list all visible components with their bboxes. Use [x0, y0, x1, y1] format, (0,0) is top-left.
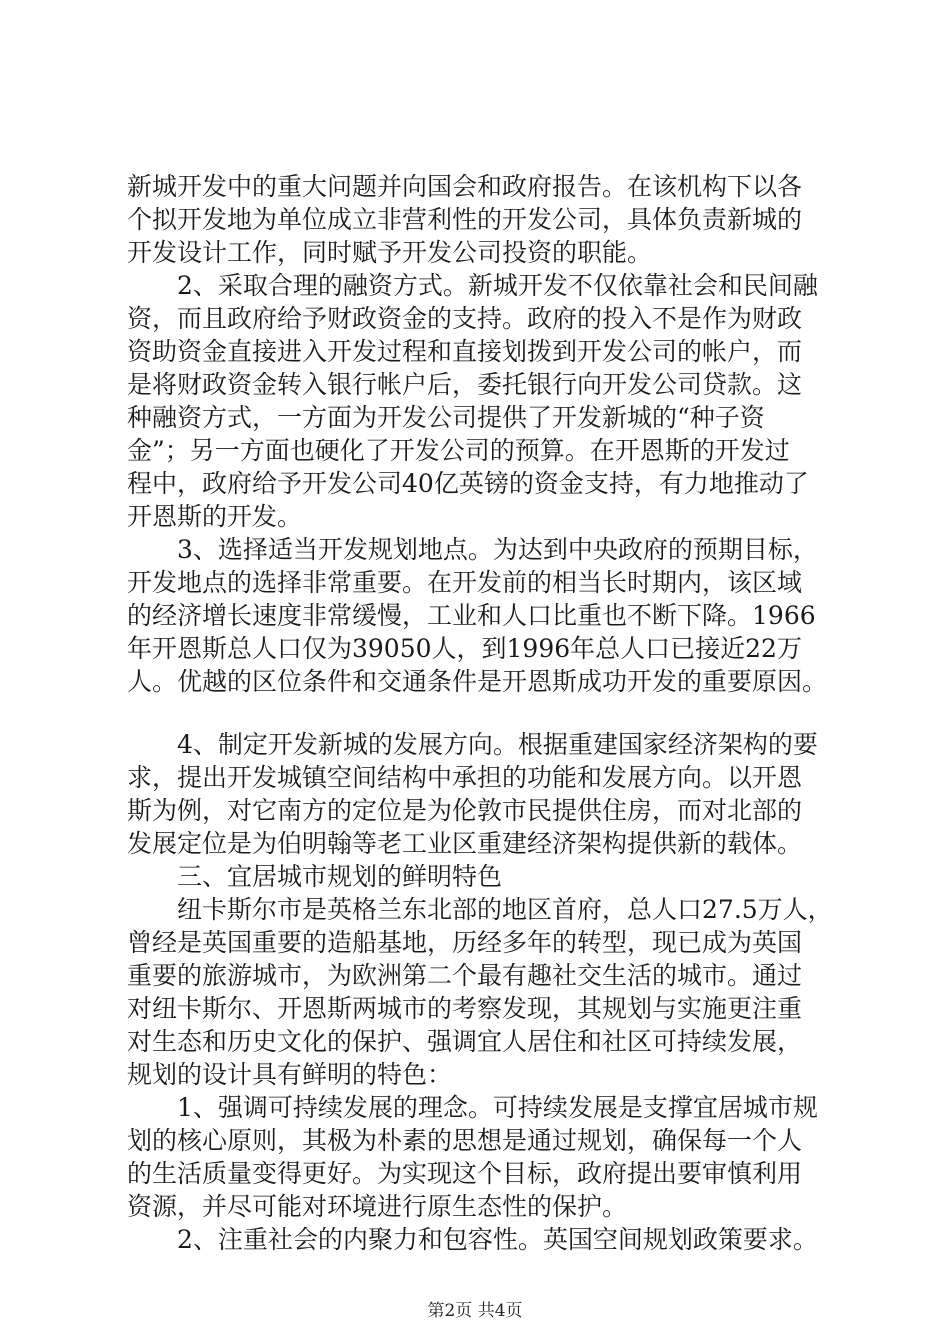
text-line: 年开恩斯总人口仅为39050人，到1996年总人口已接近22万	[127, 634, 802, 663]
text-line: 划的核心原则，其极为朴素的思想是通过规划，确保每一个人	[127, 1126, 803, 1155]
text-line: 对纽卡斯尔、开恩斯两城市的考察发现，其规划与实施更注重	[127, 994, 803, 1023]
text-line: 4、制定开发新城的发展方向。根据重建国家经济架构的要	[177, 730, 818, 759]
text-line: 金”；另一方面也硬化了开发公司的预算。在开恩斯的开发过	[127, 436, 790, 465]
page-footer: 第2页 共4页	[427, 1301, 523, 1321]
text-line: 纽卡斯尔市是英格兰东北部的地区首府，总人口27.5万人，	[177, 895, 833, 924]
text-line: 求，提出开发城镇空间结构中承担的功能和发展方向。以开恩	[127, 763, 803, 792]
text-line: 的经济增长速度非常缓慢，工业和人口比重也不断下降。1966	[127, 601, 816, 630]
text-line: 是将财政资金转入银行帐户后，委托银行向开发公司贷款。这	[127, 370, 803, 399]
text-line: 曾经是英国重要的造船基地，历经多年的转型，现已成为英国	[127, 928, 803, 957]
text-line: 个拟开发地为单位成立非营利性的开发公司，具体负责新城的	[127, 205, 803, 234]
text-line: 资源，并尽可能对环境进行原生态性的保护。	[127, 1192, 628, 1221]
text-line: 3、选择适当开发规划地点。为达到中央政府的预期目标，	[177, 535, 818, 564]
text-line: 对生态和历史文化的保护、强调宜人居住和社区可持续发展，	[127, 1027, 803, 1056]
paragraph-spacer	[127, 698, 842, 728]
text-line: 资助资金直接进入开发过程和直接划拨到开发公司的帐户，而	[127, 337, 803, 366]
text-line: 重要的旅游城市，为欧洲第二个最有趣社交生活的城市。通过	[127, 961, 803, 990]
text-line: 2、注重社会的内聚力和包容性。英国空间规划政策要求。	[177, 1225, 818, 1254]
text-line: 资，而且政府给予财政资金的支持。政府的投入不是作为财政	[127, 304, 803, 333]
document-body	[127, 170, 842, 1256]
text-line: 人。优越的区位条件和交通条件是开恩斯成功开发的重要原因。	[127, 667, 828, 696]
text-line: 的生活质量变得更好。为实现这个目标，政府提出要审慎利用	[127, 1159, 803, 1188]
text-line: 开发地点的选择非常重要。在开发前的相当长时期内，该区域	[127, 568, 803, 597]
text-line: 斯为例，对它南方的定位是为伦敦市民提供住房，而对北部的	[127, 796, 803, 825]
text-line: 规划的设计具有鲜明的特色：	[127, 1060, 453, 1089]
text-line: 开发设计工作，同时赋予开发公司投资的职能。	[127, 238, 653, 267]
text-line: 发展定位是为伯明翰等老工业区重建经济架构提供新的载体。	[127, 829, 803, 858]
text-line: 新城开发中的重大问题并向国会和政府报告。在该机构下以各	[127, 172, 803, 201]
text-line: 2、采取合理的融资方式。新城开发不仅依靠社会和民间融	[177, 271, 818, 300]
text-line: 种融资方式，一方面为开发公司提供了开发新城的“种子资	[127, 403, 765, 432]
text-line: 三、宜居城市规划的鲜明特色	[177, 862, 503, 891]
text-line: 开恩斯的开发。	[127, 502, 303, 531]
text-line: 1、强调可持续发展的理念。可持续发展是支撑宜居城市规	[177, 1093, 818, 1122]
text-line: 程中，政府给予开发公司40亿英镑的资金支持，有力地推动了	[127, 469, 809, 498]
